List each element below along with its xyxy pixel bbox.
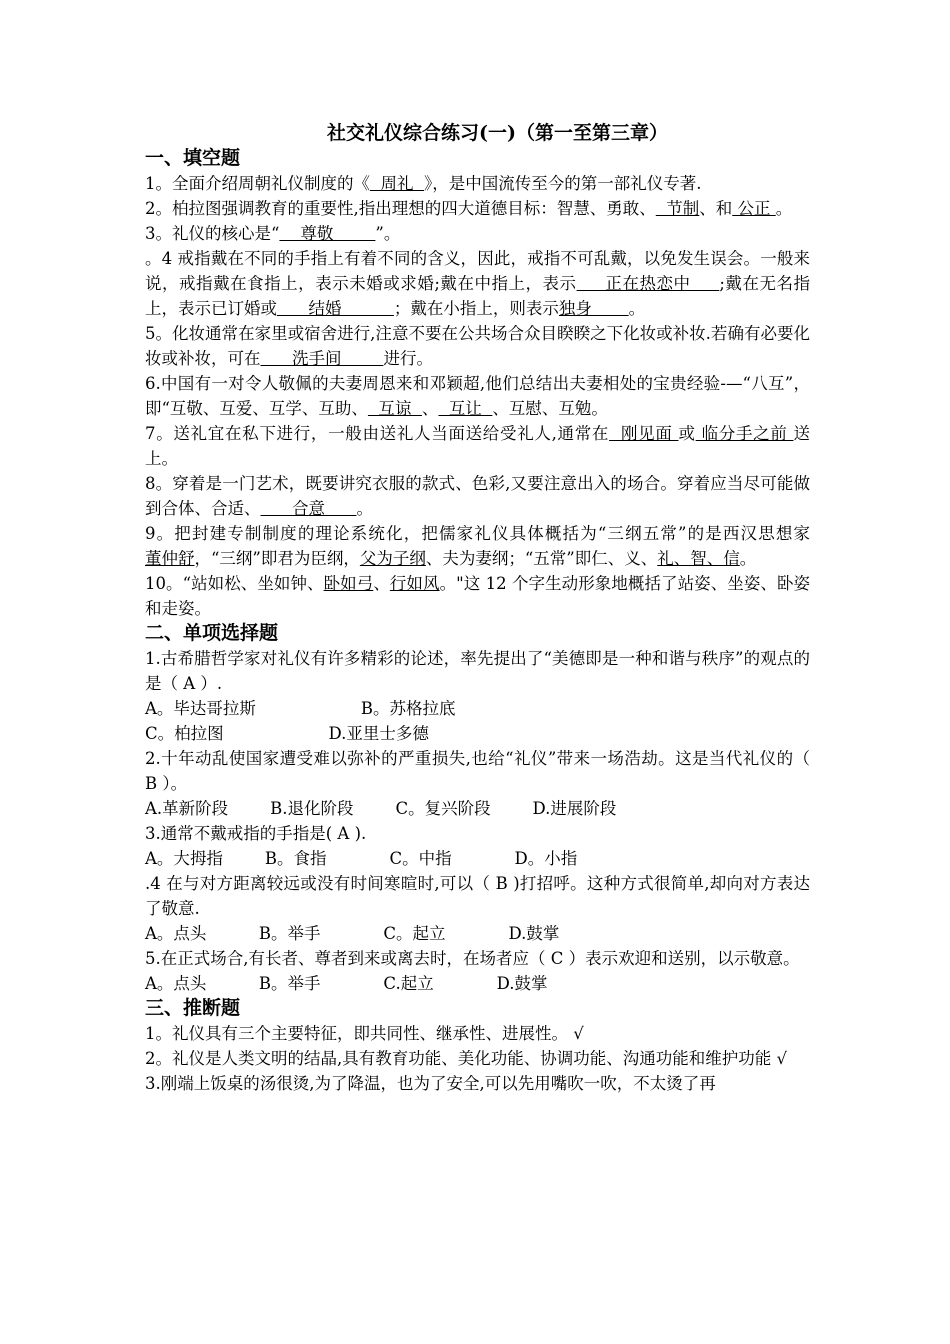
question-fill-5: 5。化妆通常在家里或宿舍进行,注意不要在公共场合众目睽睽之下化妆或补妆.若确有必要化妆或补妆，可在 洗手间 进行。 (145, 324, 810, 368)
choice-options: A。毕达哥拉斯 B。苏格拉底 (145, 699, 456, 718)
section-heading-fill-blank: 一、填空题 (145, 147, 241, 169)
answer-blank: 周礼 (370, 174, 424, 193)
answer-blank: 卧如弓 (323, 574, 374, 593)
answer-blank: 结婚 (277, 299, 394, 318)
page-title: 社交礼仪综合练习(一)（第一至第三章） (327, 122, 668, 144)
question-judge-2: 2。礼仪是人类文明的结晶,具有教育功能、美化功能、协调功能、沟通功能和维护功能 √ (145, 1049, 788, 1068)
question-choice-5: 5.在正式场合,有长者、尊者到来或离去时，在场者应（ C ）表示欢迎和送别，以示敬意。 (145, 949, 800, 968)
question-fill-6: 6.中国有一对令人敬佩的夫妻周恩来和邓颖超,他们总结出夫妻相处的宝贵经验-—“八互”，即“互敬、互爱、互学、互助、 互谅 、 互让 、互慰、互勉。 (145, 374, 810, 418)
choice-options: C。柏拉图 D.亚里士多德 (145, 724, 429, 743)
section-heading-single-choice: 二、单项选择题 (145, 622, 279, 644)
question-fill-4: 。4 戒指戴在不同的手指上有着不同的含义，因此，戒指不可乱戴，以免发生误会。一般来说，戒指戴在食指上，表示未婚或求婚;戴在中指上，表示 正在热恋中 ;戴在无名指上，表示已订婚或 结婚 ；戴在小指上，则表示独身 。 (145, 249, 811, 318)
question-fill-10: 10。“站如松、坐如钟、卧如弓、行如风。"这 12 个字生动形象地概括了站姿、坐姿、卧姿和走姿。 (145, 574, 811, 618)
question-fill-1: 1。全面介绍周朝礼仪制度的《 周礼 》，是中国流传至今的第一部礼仪专著. (145, 174, 702, 193)
answer-blank: 公正 (732, 199, 776, 218)
question-judge-3: 3.刚端上饭桌的汤很烫,为了降温，也为了安全,可以先用嘴吹一吹，不太烫了再 (145, 1074, 716, 1093)
question-choice-4: .4 在与对方距离较远或没有时间寒暄时,可以（ B )打招呼。这种方式很简单,却向对方表达了敬意. (145, 874, 810, 918)
answer-blank: 行如风 (389, 574, 440, 593)
question-fill-7: 7。送礼宜在私下进行，一般由送礼人当面送给受礼人,通常在 刚见面 或 临分手之前 送上。 (145, 424, 810, 468)
answer-blank: 洗手间 (260, 349, 384, 368)
choice-options: A。大拇指 B。食指 C。中指 D。小指 (145, 849, 578, 868)
answer-blank: 互让 (438, 399, 493, 418)
choice-options: A.革新阶段 B.退化阶段 C。复兴阶段 D.进展阶段 (145, 799, 617, 818)
answer-blank: 合意 (260, 499, 357, 518)
answer-blank: 父为子纲 (359, 549, 426, 568)
question-choice-2: 2.十年动乱使国家遭受难以弥补的严重损失,也给“礼仪”带来一场浩劫。这是当代礼仪的（ B ）。 (145, 749, 810, 793)
question-choice-3: 3.通常不戴戒指的手指是( A ). (145, 824, 367, 843)
section-heading-judgment: 三、推断题 (145, 997, 241, 1019)
question-fill-8: 8。穿着是一门艺术，既要讲究衣服的款式、色彩,又要注意出入的场合。穿着应当尽可能做到合体、合适、 合意 。 (145, 474, 810, 518)
answer-blank: 节制 (655, 199, 700, 218)
choice-options: A。点头 B。举手 C.起立 D.鼓掌 (145, 974, 548, 993)
question-choice-1: 1.古希腊哲学家对礼仪有许多精彩的论述，率先提出了“美德即是一种和谐与秩序”的观点的是（ A ）. (145, 649, 810, 693)
question-judge-1: 1。礼仪具有三个主要特征，即共同性、继承性、进展性。 √ (145, 1024, 584, 1043)
answer-blank: 独身 (558, 299, 629, 318)
answer-blank: 临分手之前 (695, 424, 794, 443)
document-body (145, 120, 810, 1096)
answer-blank: 礼、智、信 (657, 549, 740, 568)
answer-blank: 刚见面 (609, 424, 679, 443)
question-fill-9: 9。把封建专制制度的理论系统化，把儒家礼仪具体概括为“三纲五常”的是西汉思想家董仲舒，“三纲”即君为臣纲，父为子纲、夫为妻纲；“五常”即仁、义、礼、智、信。 (145, 524, 810, 568)
question-fill-3: 3。礼仪的核心是“ 尊敬 ”。 (145, 224, 401, 243)
answer-blank: 互谅 (367, 399, 422, 418)
answer-blank: 正在热恋中 (576, 274, 720, 293)
answer-blank: 董仲舒 (145, 549, 195, 568)
question-fill-2: 2。柏拉图强调教育的重要性,指出理想的四大道德目标：智慧、勇敢、 节制、和 公正 。 (145, 199, 793, 218)
answer-blank: 尊敬 (279, 224, 376, 243)
choice-options: A。点头 B。举手 C。起立 D.鼓掌 (145, 924, 560, 943)
